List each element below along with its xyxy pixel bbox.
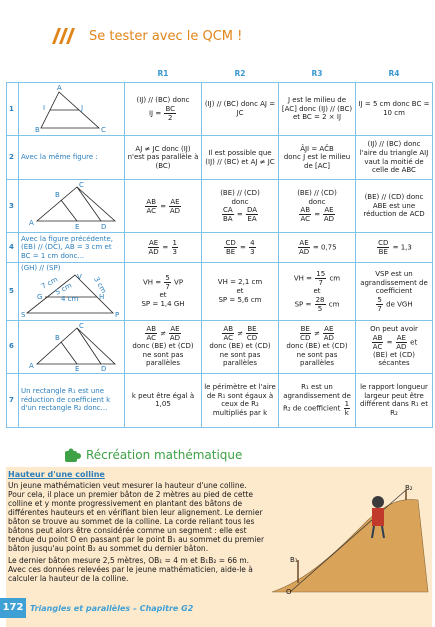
row-number: 1: [7, 83, 19, 136]
answer-r1[interactable]: AJ ≠ JC donc (IJ) n'est pas parallèle à (BC): [125, 136, 202, 180]
page-number: 172: [0, 598, 26, 618]
table-row: [7, 83, 433, 136]
row-number: 5: [7, 263, 19, 321]
answer-r4[interactable]: VSP est un agrandissement de coefficient $\frac{5}{7}$ de VGH: [356, 263, 433, 321]
answer-r2[interactable]: $\frac{CD}{BE}$ = $\frac{4}{3}$: [202, 233, 279, 263]
hill-paragraph-2: Le dernier bâton mesure 2,5 mètres, OB₁ = 4 m et B₁B₂ = 66 m. Avec ces données relevées par le jeune mathématicien, aide-le à calculer la hauteur de la colline.: [8, 556, 253, 583]
page-title: Se tester avec le QCM !: [89, 29, 243, 44]
answer-r1[interactable]: $\frac{AB}{AC}$ = $\frac{AE}{AD}$: [125, 180, 202, 233]
answer-r2[interactable]: $\frac{AB}{AC}$ ≠ $\frac{BE}{CD}$ donc (BE) et (CD) ne sont pas parallèles: [202, 320, 279, 373]
table-row: [7, 263, 433, 321]
answer-r1[interactable]: $\frac{AE}{AD}$ = $\frac{1}{3}$: [125, 233, 202, 263]
table-header-row: [7, 66, 433, 83]
answer-r3[interactable]: $\frac{AE}{AD}$ = 0,75: [279, 233, 356, 263]
answer-r2[interactable]: (BE) // (CD) donc $\frac{CA}{BA}$ = $\frac{DA}{EA}$: [202, 180, 279, 233]
col-r1: R1: [157, 68, 169, 78]
answer-r4[interactable]: (IJ) // (BC) donc l'aire du triangle AIJ vaut la moitié de celle de ABC: [356, 136, 433, 180]
recreation-title: Récréation mathématique: [86, 448, 243, 462]
answer-r4[interactable]: (BE) // (CD) donc ABE est une réduction de ACD: [356, 180, 433, 233]
answer-r3[interactable]: VH = $\frac{15}{7}$ cm et SP = $\frac{28}{5}$ cm: [279, 263, 356, 321]
table-row: [7, 136, 433, 180]
label-b1: B₁: [290, 556, 298, 564]
col-r4: R4: [388, 68, 400, 78]
row-number: 6: [7, 320, 19, 373]
col-r2: R2: [234, 68, 246, 78]
row-6-figure: C B A E D: [19, 320, 125, 373]
answer-r3[interactable]: J est le milieu de [AC] donc (IJ) // (BC) et BC = 2 × IJ: [279, 83, 356, 136]
chapter-footer: Triangles et parallèles – Chapitre G2: [30, 604, 194, 613]
answer-r3[interactable]: $\frac{BE}{CD}$ ≠ $\frac{AE}{AD}$ donc (BE) et (CD) ne sont pas parallèles: [279, 320, 356, 373]
row-3-figure: C B A E D: [19, 180, 125, 233]
row-5-figure: (GH) // (SP) 7 cm V 5 cm 3 cm G 4 cm H S P: [19, 263, 125, 321]
row-1-figure: A I J B C: [19, 83, 125, 136]
table-row: [7, 233, 433, 263]
answer-r2[interactable]: Il est possible que (IJ) // (BC) et AJ ≠ JC: [202, 136, 279, 180]
answer-r4[interactable]: $\frac{CD}{BE}$ = 1,3: [356, 233, 433, 263]
table-row: [7, 180, 433, 233]
answer-r3[interactable]: ÂJI = AĈB donc J est le milieu de [AC]: [279, 136, 356, 180]
hill-illustration: [268, 480, 430, 600]
answer-r1[interactable]: VH = $\frac{5}{7}$ VP et SP = 1,4 GH: [125, 263, 202, 321]
table-row: [7, 320, 433, 373]
answer-r4[interactable]: le rapport longueur largeur peut être différent dans R₁ et R₂: [356, 373, 433, 427]
hill-paragraph-1: Un jeune mathématicien veut mesurer la hauteur d'une colline. Pour cela, il place un premier bâton de 2 mètres au pied de cette colline et y monte progressivement en plantant des bâtons de différentes hauteurs et en vérifiant bien leur alignement. Le dernier bâton se trouve au sommet de la colline. La corde reliant tous les bâtons peut alors être considérée comme un segment : elle est tendue du point O en passant par le point B₁ au sommet du premier bâton jusqu'au point B₂ au sommet du dernier bâton.: [8, 481, 265, 553]
question-text: Avec la même figure :: [19, 136, 125, 180]
question-text: Un rectangle R₁ est une réduction de coefficient k d'un rectangle R₂ donc...: [19, 373, 125, 427]
label-b2: B₂: [405, 484, 413, 492]
answer-r4[interactable]: IJ = 5 cm donc BC = 10 cm: [356, 83, 433, 136]
row-number: 2: [7, 136, 19, 180]
answer-r3[interactable]: R₁ est un agrandissement de R₂ de coefficient $\frac{1}{k}$: [279, 373, 356, 427]
hill-title: Hauteur d'une colline: [8, 470, 105, 479]
question-text: Avec la figure précédente, (EB) // (DC), AB = 3 cm et BC = 1 cm donc...: [19, 233, 125, 263]
qcm-table: [6, 66, 433, 428]
row-number: 4: [7, 233, 19, 263]
answer-r2[interactable]: VH = 2,1 cm et SP = 5,6 cm: [202, 263, 279, 321]
row-number: 7: [7, 373, 19, 427]
table-row: [7, 373, 433, 427]
row-number: 3: [7, 180, 19, 233]
answer-r1[interactable]: k peut être égal à 1,05: [125, 373, 202, 427]
answer-r1[interactable]: $\frac{AB}{AC}$ ≠ $\frac{AE}{AD}$ donc (BE) et (CD) ne sont pas parallèles: [125, 320, 202, 373]
answer-r1[interactable]: (IJ) // (BC) donc IJ = $\frac{BC}{2}$: [125, 83, 202, 136]
puzzle-icon: [64, 448, 82, 464]
label-o: O: [286, 588, 292, 596]
answer-r2[interactable]: le périmètre et l'aire de R₁ sont égaux à ceux de R₂ multipliés par k: [202, 373, 279, 427]
answer-r2[interactable]: (IJ) // (BC) donc AJ = JC: [202, 83, 279, 136]
col-r3: R3: [311, 68, 323, 78]
answer-r3[interactable]: (BE) // (CD) donc $\frac{AB}{AC}$ = $\frac{AE}{AD}$: [279, 180, 356, 233]
header-stripes-icon: [50, 28, 80, 44]
answer-r4[interactable]: On peut avoir $\frac{AB}{AC}$ = $\frac{AE}{AD}$ et (BE) et (CD) sécantes: [356, 320, 433, 373]
